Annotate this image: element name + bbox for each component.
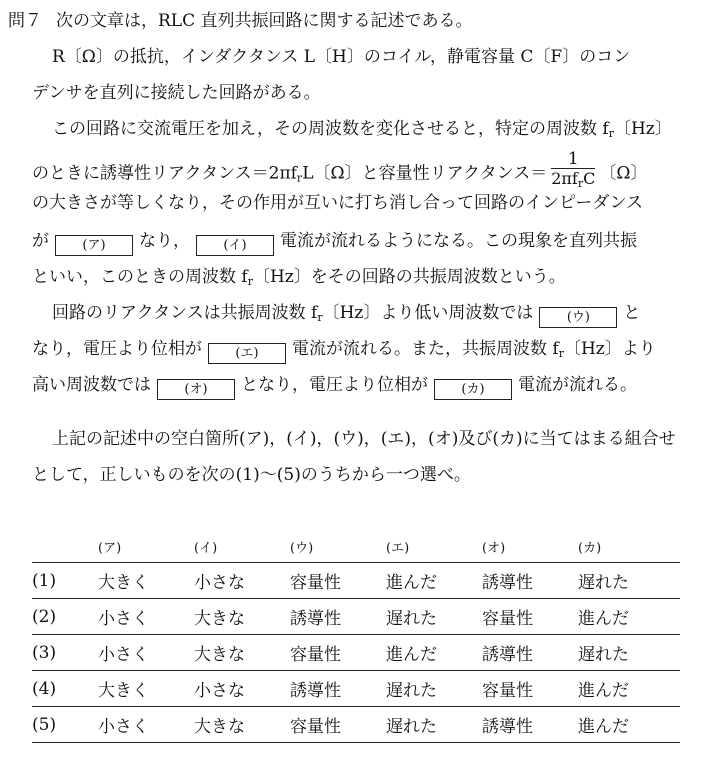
blank-o: (オ) bbox=[157, 379, 235, 400]
table-row bbox=[32, 635, 680, 671]
table-cell: 小さな bbox=[194, 671, 290, 707]
table-cell: 遅れた bbox=[386, 707, 482, 743]
paragraph-2-line-4 bbox=[32, 230, 637, 256]
subscript: r bbox=[577, 177, 584, 190]
table-cell: 容量性 bbox=[290, 635, 386, 671]
text-span: のときに誘導性リアクタンス＝2πf bbox=[32, 163, 297, 184]
table-cell: 容量性 bbox=[290, 563, 386, 599]
text-span: 高い周波数では bbox=[32, 375, 151, 395]
table-cell: 遅れた bbox=[578, 563, 680, 599]
text-span: C bbox=[583, 169, 596, 188]
table-cell: 容量性 bbox=[482, 671, 578, 707]
table-cell: 進んだ bbox=[578, 599, 680, 635]
table-cell: 進んだ bbox=[578, 671, 680, 707]
paragraph-4-line-2: として，正しいものを次の(1)～(5)のうちから一つ選べ。 bbox=[32, 465, 471, 485]
text-span: なり， bbox=[139, 231, 190, 251]
text-span: 〔Hz〕をその回路の共振周波数という。 bbox=[252, 267, 566, 287]
blank-i: (イ) bbox=[196, 235, 274, 256]
table-cell: 小さく bbox=[98, 635, 194, 671]
text-span: 〔Hz〕より bbox=[563, 339, 656, 359]
table-row bbox=[32, 671, 680, 707]
choice-number: (5) bbox=[32, 707, 98, 743]
text-span: この回路に交流電圧を加え，その周波数を変化させると，特定の周波数 f bbox=[52, 119, 609, 139]
choice-number: (2) bbox=[32, 599, 98, 635]
paragraph-2-line-2 bbox=[32, 149, 648, 196]
paragraph-1-line-2: デンサを直列に接続した回路がある。 bbox=[32, 83, 321, 103]
table-row bbox=[32, 707, 680, 743]
table-header-cell: (エ) bbox=[386, 540, 410, 556]
text-span: と bbox=[623, 303, 641, 323]
paragraph-1-line-1: R〔Ω〕の抵抗，インダクタンス L〔H〕のコイル，静電容量 C〔F〕のコン bbox=[52, 47, 631, 67]
blank-a: (ア) bbox=[55, 235, 133, 256]
blank-ka: (カ) bbox=[434, 379, 512, 400]
subscript: r bbox=[558, 347, 564, 360]
table-cell: 大きく bbox=[98, 671, 194, 707]
table-header-cell: (ウ) bbox=[290, 540, 314, 556]
question-header bbox=[8, 10, 473, 32]
paragraph-2-line-1 bbox=[52, 118, 672, 145]
blank-e: (エ) bbox=[208, 343, 286, 364]
table-cell: 誘導性 bbox=[482, 563, 578, 599]
choice-number: (3) bbox=[32, 635, 98, 671]
table-cell: 遅れた bbox=[386, 671, 482, 707]
paragraph-4-line-1: 上記の記述中の空白箇所(ア)，(イ)，(ウ)，(エ)，(オ)及び(カ)に当てはまる組合せ bbox=[52, 429, 676, 449]
table-header-cell: (カ) bbox=[578, 540, 602, 556]
table-cell: 大きく bbox=[98, 563, 194, 599]
table-cell: 誘導性 bbox=[290, 599, 386, 635]
text-span: 〔Ω〕 bbox=[599, 163, 648, 184]
paragraph-3-line-3 bbox=[32, 374, 637, 400]
subscript: r bbox=[608, 127, 614, 140]
table-header-cell: (ア) bbox=[98, 540, 122, 556]
subscript: r bbox=[247, 275, 253, 288]
table-cell: 大きな bbox=[194, 599, 290, 635]
table-cell: 大きな bbox=[194, 707, 290, 743]
paragraph-3-line-1 bbox=[52, 302, 640, 329]
table-cell: 容量性 bbox=[290, 707, 386, 743]
answer-choices-table bbox=[32, 530, 680, 743]
text-span: 電流が流れるようになる。この現象を直列共振 bbox=[280, 231, 637, 251]
question-number: 問７ bbox=[8, 11, 42, 31]
text-span: L〔Ω〕と容量性リアクタンス＝ bbox=[302, 163, 548, 184]
table-cell: 誘導性 bbox=[482, 635, 578, 671]
table-row bbox=[32, 563, 680, 599]
table-cell: 誘導性 bbox=[290, 671, 386, 707]
table-header-row bbox=[32, 530, 680, 563]
table-header-cell: (イ) bbox=[194, 540, 218, 556]
table-cell: 遅れた bbox=[386, 599, 482, 635]
blank-u: (ウ) bbox=[539, 307, 617, 328]
table-header-cell bbox=[32, 530, 98, 563]
table-header-cell: (オ) bbox=[482, 540, 506, 556]
subscript: r bbox=[296, 171, 303, 185]
question-intro: 次の文章は，RLC 直列共振回路に関する記述である。 bbox=[56, 11, 473, 31]
text-span: 〔Hz〕より低い周波数では bbox=[322, 303, 534, 323]
text-span: といい，このときの周波数 f bbox=[32, 267, 248, 287]
text-span: なり，電圧より位相が bbox=[32, 339, 202, 359]
table-cell: 小さく bbox=[98, 707, 194, 743]
table-cell: 小さく bbox=[98, 599, 194, 635]
paragraph-2-line-5 bbox=[32, 266, 566, 293]
table-cell: 遅れた bbox=[578, 635, 680, 671]
table-row bbox=[32, 599, 680, 635]
text-span: が bbox=[32, 231, 49, 251]
table-cell: 進んだ bbox=[386, 563, 482, 599]
text-span: となり，電圧より位相が bbox=[241, 375, 428, 395]
text-span: 電流が流れる。また，共振周波数 f bbox=[292, 339, 559, 359]
table-cell: 容量性 bbox=[482, 599, 578, 635]
choice-number: (4) bbox=[32, 671, 98, 707]
text-span: 電流が流れる。 bbox=[518, 375, 637, 395]
paragraph-3-line-2 bbox=[32, 338, 656, 365]
paragraph-2-line-3: の大きさが等しくなり，その作用が互いに打ち消し合って回路のインピーダンス bbox=[32, 193, 643, 213]
text-span: 2πf bbox=[551, 169, 578, 188]
choice-number: (1) bbox=[32, 563, 98, 599]
fraction-denominator bbox=[551, 169, 595, 194]
text-span: 〔Hz〕 bbox=[613, 119, 672, 139]
table-cell: 誘導性 bbox=[482, 707, 578, 743]
table-cell: 進んだ bbox=[386, 635, 482, 671]
table-cell: 進んだ bbox=[578, 707, 680, 743]
fraction bbox=[551, 150, 595, 194]
text-span: 回路のリアクタンスは共振周波数 f bbox=[52, 303, 318, 323]
table-cell: 大きな bbox=[194, 635, 290, 671]
fraction-numerator: 1 bbox=[551, 150, 595, 169]
table-cell: 小さな bbox=[194, 563, 290, 599]
subscript: r bbox=[317, 311, 323, 324]
